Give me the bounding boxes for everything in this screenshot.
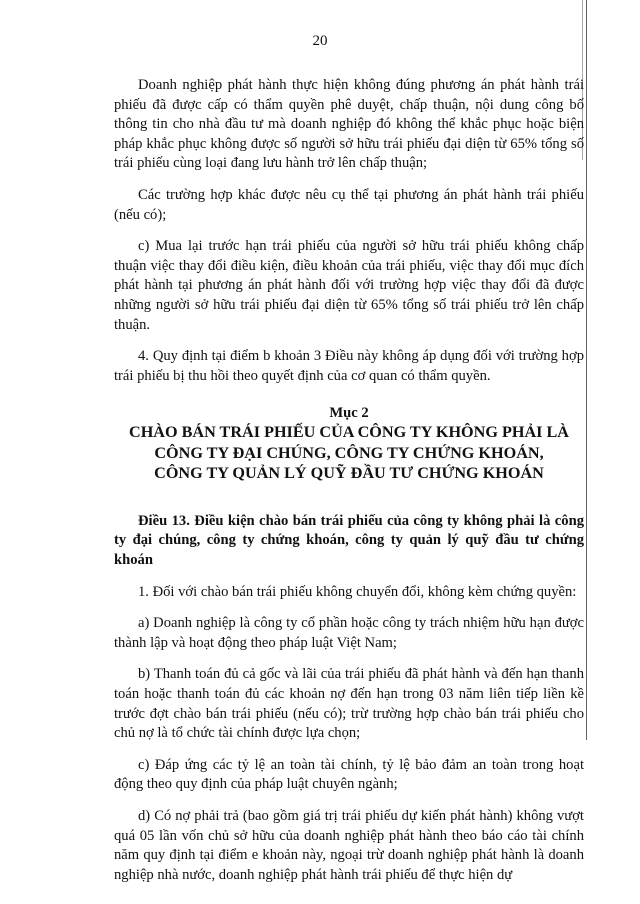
paragraph-point-d: d) Có nợ phải trả (bao gồm giá trị trái phiếu dự kiến phát hành) không vượt quá 05 lần vốn chủ sở hữu của doanh nghiệp phát hành theo báo cáo tài chính năm quy định tại điểm e khoản này, ngoại trừ doanh nghiệp phát hành là doanh nghiệp nhà nước, doanh nghiệp phát hành trái phiếu để thực hiện dự (114, 807, 584, 883)
paragraph-buyback: c) Mua lại trước hạn trái phiếu của người sở hữu trái phiếu không chấp thuận việc thay đổi điều kiện, điều khoản của trái phiếu, việc thay đổi mục đích phát hành tại phương án phát hành đối với trường hợp việc thay đổi đã được những người sở hữu trái phiếu đại diện từ 65% tổng số trái phiếu trở lên chấp thuận. (114, 238, 584, 333)
section-title-line-1: CHÀO BÁN TRÁI PHIẾU CỦA CÔNG TY KHÔNG PHẢI LÀ (129, 423, 569, 442)
paragraph-clause-4: 4. Quy định tại điểm b khoản 3 Điều này không áp dụng đối với trường hợp trái phiếu bị thu hồi theo quyết định của cơ quan có thẩm quyền. (114, 348, 584, 384)
paragraph-point-a: a) Doanh nghiệp là công ty cổ phần hoặc công ty trách nhiệm hữu hạn được thành lập và hoạt động theo pháp luật Việt Nam; (114, 615, 584, 651)
article-13-heading: Điều 13. Điều kiện chào bán trái phiếu của công ty không phải là công ty đại chúng, công ty chứng khoán, công ty quản lý quỹ đầu tư chứng khoán (114, 512, 584, 568)
section-label: Mục 2 (329, 405, 369, 422)
document-body (114, 76, 584, 897)
paragraph-breach: Doanh nghiệp phát hành thực hiện không đúng phương án phát hành trái phiếu đã được cấp có thẩm quyền phê duyệt, chấp thuận, nội dung công bố thông tin cho nhà đầu tư mà doanh nghiệp đó không thể khắc phục hoặc biện pháp khắc phục không được số người sở hữu trái phiếu đại diện từ 65% tổng số trái phiếu cùng loại đang lưu hành trở lên chấp thuận; (114, 77, 584, 172)
page-number: 20 (312, 33, 328, 49)
paragraph-clause-1: 1. Đối với chào bán trái phiếu không chuyển đổi, không kèm chứng quyền: (138, 583, 577, 600)
section-title-line-3: CÔNG TY QUẢN LÝ QUỸ ĐẦU TƯ CHỨNG KHOÁN (154, 464, 544, 483)
section-heading (114, 404, 584, 484)
paragraph-point-b: b) Thanh toán đủ cả gốc và lãi của trái phiếu đã phát hành và đến hạn thanh toán hoặc thanh toán đủ các khoản nợ đến hạn trong 03 năm liên tiếp liền kề trước đợt chào bán trái phiếu (nếu có); trừ trường hợp chào bán trái phiếu cho chủ nợ là tổ chức tài chính được lựa chọn; (114, 666, 584, 742)
section-title-line-2: CÔNG TY ĐẠI CHÚNG, CÔNG TY CHỨNG KHOÁN, (154, 443, 544, 462)
paragraph-other-cases: Các trường hợp khác được nêu cụ thể tại phương án phát hành trái phiếu (nếu có); (114, 186, 584, 223)
paragraph-point-c: c) Đáp ứng các tỷ lệ an toàn tài chính, tỷ lệ bảo đảm an toàn trong hoạt động theo quy định của pháp luật chuyên ngành; (114, 756, 584, 793)
scan-edge-line (586, 0, 587, 740)
